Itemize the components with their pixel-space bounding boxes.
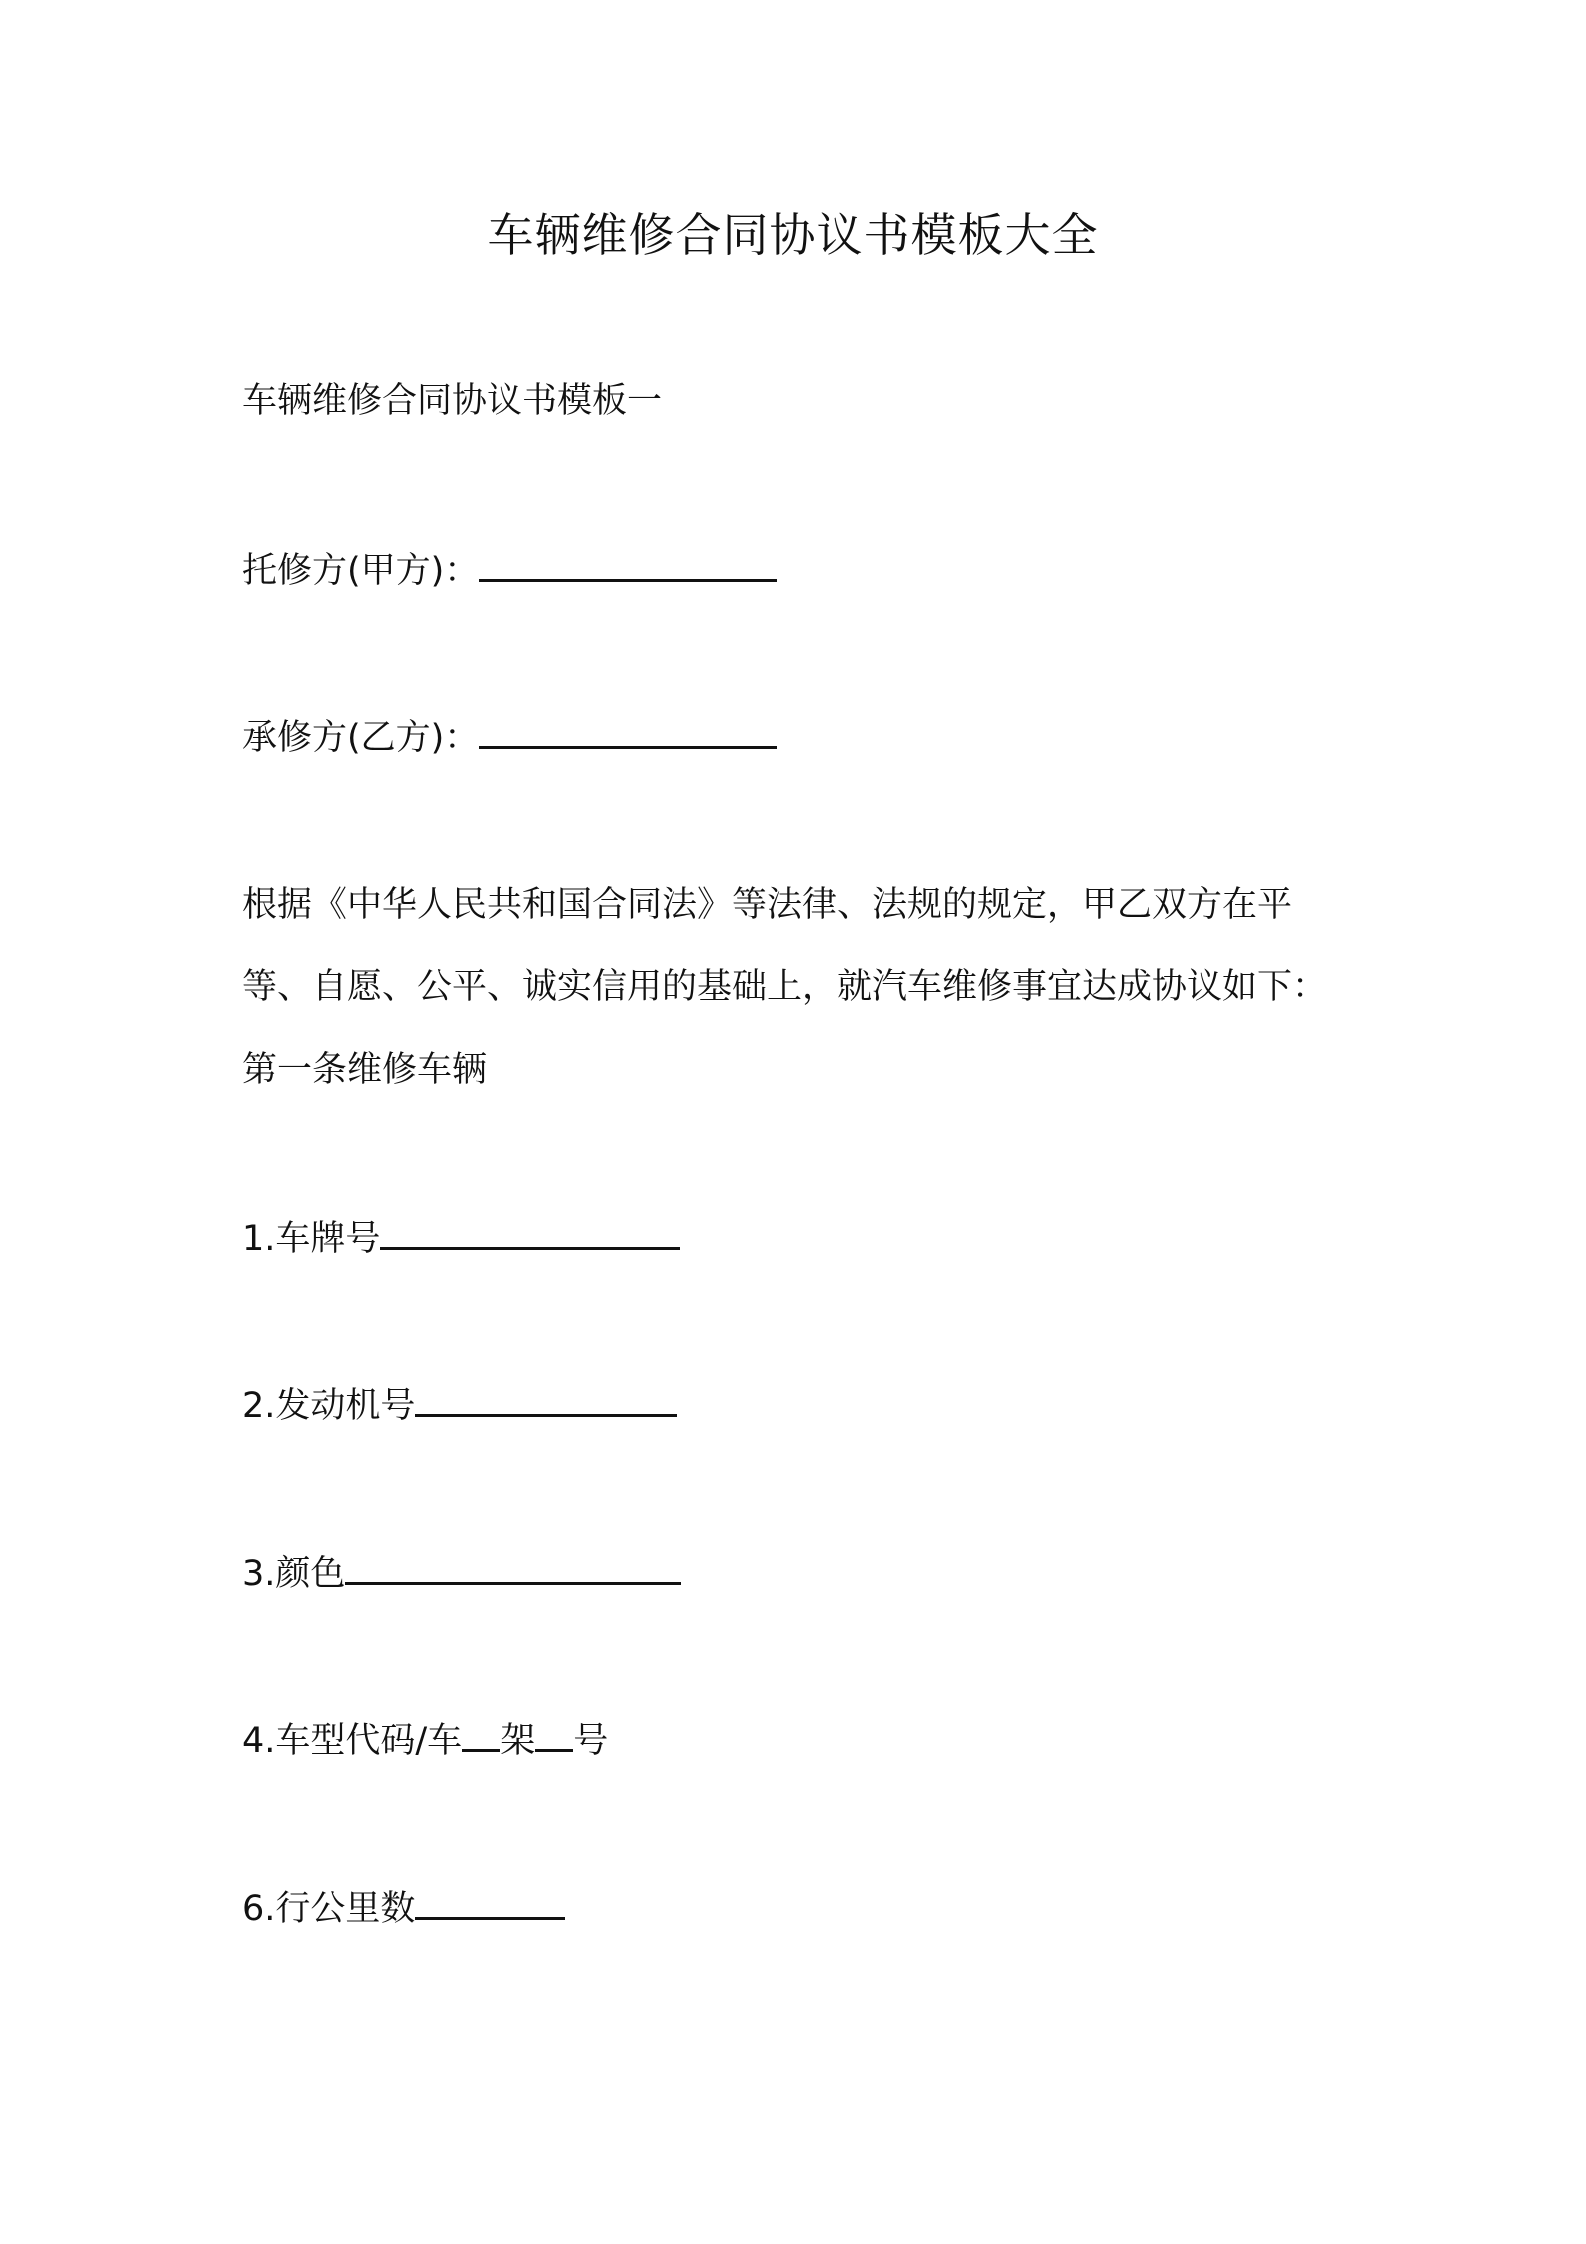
article-1-heading: 第一条维修车辆 xyxy=(242,1050,488,1090)
party-b-row xyxy=(242,712,777,763)
plate-blank[interactable] xyxy=(380,1213,680,1250)
party-b-label: 承修方(乙方)： xyxy=(242,718,480,758)
party-a-label: 托修方(甲方)： xyxy=(242,551,480,591)
model-blank-2[interactable] xyxy=(535,1715,573,1752)
model-suffix: 号 xyxy=(573,1721,609,1761)
model-blank-1[interactable] xyxy=(462,1715,500,1752)
engine-label: 2.发动机号 xyxy=(242,1386,416,1426)
mileage-blank[interactable] xyxy=(415,1883,565,1920)
engine-row xyxy=(242,1380,677,1431)
plate-label: 1.车牌号 xyxy=(242,1219,381,1259)
model-middle: 架 xyxy=(500,1721,536,1761)
mileage-row xyxy=(242,1883,565,1934)
model-label: 4.车型代码/车 xyxy=(242,1721,463,1761)
color-label: 3.颜色 xyxy=(242,1554,346,1594)
party-a-row xyxy=(242,545,777,596)
intro-paragraph-line-2: 等、自愿、公平、诚实信用的基础上，就汽车维修事宜达成协议如下： xyxy=(242,967,1328,1007)
party-a-blank[interactable] xyxy=(479,545,777,582)
party-b-blank[interactable] xyxy=(479,712,777,749)
intro-paragraph-line-1: 根据《中华人民共和国合同法》等法律、法规的规定，甲乙双方在平 xyxy=(242,885,1293,925)
engine-blank[interactable] xyxy=(415,1380,677,1417)
color-blank[interactable] xyxy=(345,1548,681,1585)
document-title: 车辆维修合同协议书模板大全 xyxy=(487,208,1099,262)
mileage-label: 6.行公里数 xyxy=(242,1889,416,1929)
color-row xyxy=(242,1548,681,1599)
subtitle: 车辆维修合同协议书模板一 xyxy=(242,381,663,421)
plate-row xyxy=(242,1213,680,1264)
model-row xyxy=(242,1715,608,1766)
